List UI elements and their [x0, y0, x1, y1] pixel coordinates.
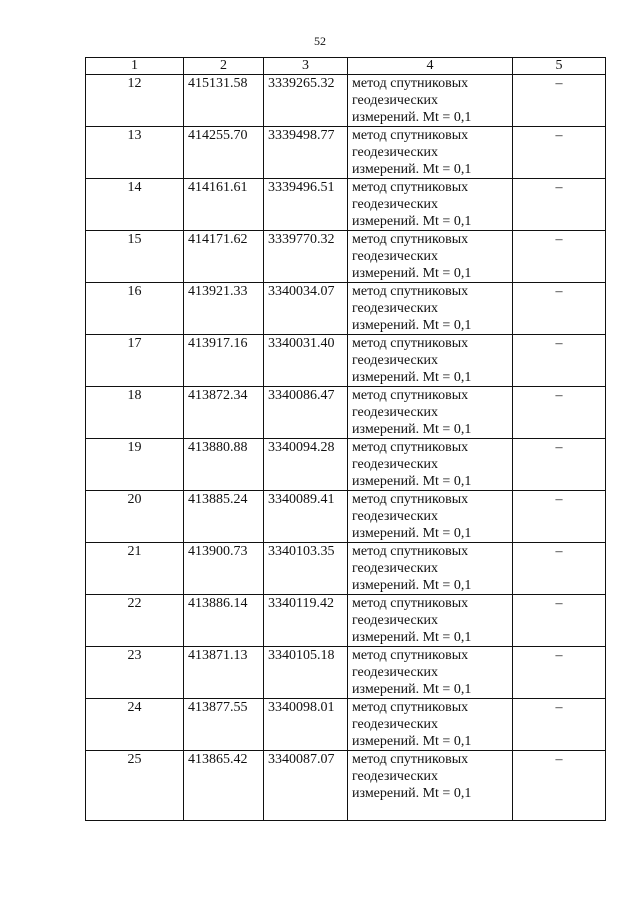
x-coordinate-cell: 413917.16: [184, 335, 264, 387]
column-header-3: 3: [264, 58, 348, 75]
y-coordinate-cell: 3339265.32: [264, 75, 348, 127]
x-coordinate-cell: 414161.61: [184, 179, 264, 231]
method-cell: метод спутниковых геодезических измерений. Mt = 0,1: [348, 231, 513, 283]
table-row: [86, 491, 606, 543]
y-coordinate-cell: 3340087.07: [264, 751, 348, 821]
x-coordinate-cell: 413900.73: [184, 543, 264, 595]
x-coordinate-cell: 414255.70: [184, 127, 264, 179]
note-cell: –: [513, 595, 606, 647]
method-cell: метод спутниковых геодезических измерений. Mt = 0,1: [348, 595, 513, 647]
y-coordinate-cell: 3340105.18: [264, 647, 348, 699]
table-row: [86, 699, 606, 751]
x-coordinate-cell: 413877.55: [184, 699, 264, 751]
note-cell: –: [513, 439, 606, 491]
note-cell: –: [513, 699, 606, 751]
table-row: [86, 231, 606, 283]
x-coordinate-cell: 414171.62: [184, 231, 264, 283]
y-coordinate-cell: 3340094.28: [264, 439, 348, 491]
method-cell: метод спутниковых геодезических измерений. Mt = 0,1: [348, 179, 513, 231]
point-number-cell: 12: [86, 75, 184, 127]
table-row: [86, 179, 606, 231]
point-number-cell: 18: [86, 387, 184, 439]
table-row: [86, 387, 606, 439]
note-cell: –: [513, 335, 606, 387]
column-header-4: 4: [348, 58, 513, 75]
note-cell: –: [513, 231, 606, 283]
note-cell: –: [513, 75, 606, 127]
x-coordinate-cell: 413880.88: [184, 439, 264, 491]
point-number-cell: 24: [86, 699, 184, 751]
x-coordinate-cell: 415131.58: [184, 75, 264, 127]
point-number-cell: 15: [86, 231, 184, 283]
y-coordinate-cell: 3339770.32: [264, 231, 348, 283]
point-number-cell: 23: [86, 647, 184, 699]
table-row: [86, 75, 606, 127]
point-number-cell: 21: [86, 543, 184, 595]
method-cell: метод спутниковых геодезических измерений. Mt = 0,1: [348, 647, 513, 699]
note-cell: –: [513, 751, 606, 821]
point-number-cell: 13: [86, 127, 184, 179]
y-coordinate-cell: 3340103.35: [264, 543, 348, 595]
y-coordinate-cell: 3339496.51: [264, 179, 348, 231]
note-cell: –: [513, 387, 606, 439]
y-coordinate-cell: 3340089.41: [264, 491, 348, 543]
y-coordinate-cell: 3340034.07: [264, 283, 348, 335]
method-cell: метод спутниковых геодезических измерений. Mt = 0,1: [348, 387, 513, 439]
point-number-cell: 19: [86, 439, 184, 491]
y-coordinate-cell: 3340098.01: [264, 699, 348, 751]
x-coordinate-cell: 413865.42: [184, 751, 264, 821]
x-coordinate-cell: 413886.14: [184, 595, 264, 647]
x-coordinate-cell: 413871.13: [184, 647, 264, 699]
point-number-cell: 14: [86, 179, 184, 231]
method-cell: метод спутниковых геодезических измерений. Mt = 0,1: [348, 75, 513, 127]
method-cell: метод спутниковых геодезических измерений. Mt = 0,1: [348, 439, 513, 491]
y-coordinate-cell: 3339498.77: [264, 127, 348, 179]
method-cell: метод спутниковых геодезических измерений. Mt = 0,1: [348, 491, 513, 543]
column-header-2: 2: [184, 58, 264, 75]
point-number-cell: 25: [86, 751, 184, 821]
table-row: [86, 751, 606, 821]
header-row: [86, 58, 606, 75]
note-cell: –: [513, 491, 606, 543]
page-number: 52: [314, 34, 326, 48]
table-row: [86, 543, 606, 595]
note-cell: –: [513, 647, 606, 699]
y-coordinate-cell: 3340031.40: [264, 335, 348, 387]
coordinates-table: [85, 57, 606, 821]
note-cell: –: [513, 127, 606, 179]
note-cell: –: [513, 543, 606, 595]
method-cell: метод спутниковых геодезических измерений. Mt = 0,1: [348, 283, 513, 335]
table-row: [86, 127, 606, 179]
point-number-cell: 20: [86, 491, 184, 543]
y-coordinate-cell: 3340086.47: [264, 387, 348, 439]
method-cell: метод спутниковых геодезических измерений. Mt = 0,1: [348, 127, 513, 179]
table-row: [86, 595, 606, 647]
note-cell: –: [513, 179, 606, 231]
x-coordinate-cell: 413921.33: [184, 283, 264, 335]
point-number-cell: 17: [86, 335, 184, 387]
x-coordinate-cell: 413885.24: [184, 491, 264, 543]
method-cell: метод спутниковых геодезических измерений. Mt = 0,1: [348, 699, 513, 751]
table-row: [86, 335, 606, 387]
method-cell: метод спутниковых геодезических измерений. Mt = 0,1: [348, 335, 513, 387]
column-header-1: 1: [86, 58, 184, 75]
table-row: [86, 439, 606, 491]
point-number-cell: 16: [86, 283, 184, 335]
note-cell: –: [513, 283, 606, 335]
y-coordinate-cell: 3340119.42: [264, 595, 348, 647]
column-header-5: 5: [513, 58, 606, 75]
method-cell: метод спутниковых геодезических измерений. Mt = 0,1: [348, 543, 513, 595]
point-number-cell: 22: [86, 595, 184, 647]
x-coordinate-cell: 413872.34: [184, 387, 264, 439]
table-row: [86, 283, 606, 335]
table-row: [86, 647, 606, 699]
method-cell: метод спутниковых геодезических измерений. Mt = 0,1: [348, 751, 513, 821]
